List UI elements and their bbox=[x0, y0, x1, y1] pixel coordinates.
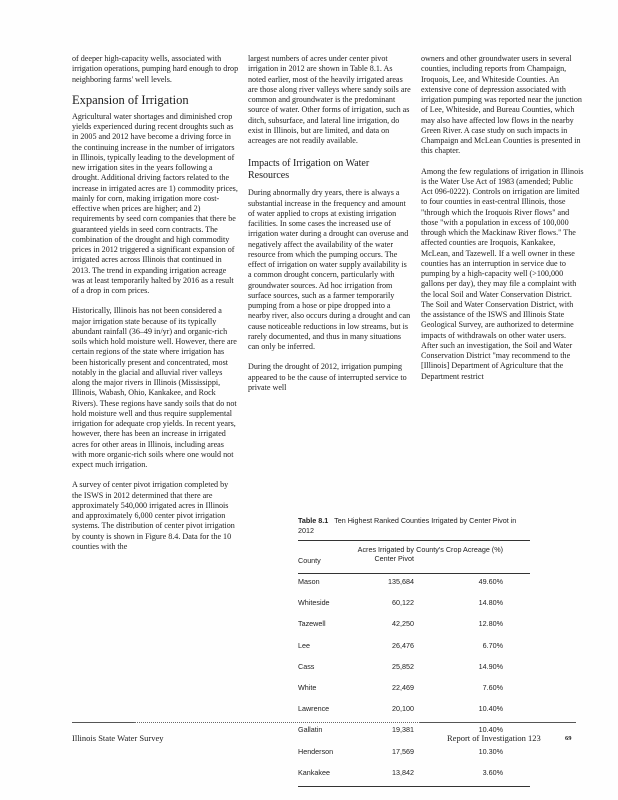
table-header-percent: County's Crop Acreage (%) bbox=[416, 545, 503, 554]
table-caption-text: Ten Highest Ranked Counties Irrigated by Center Pivot in 2012 bbox=[298, 516, 517, 535]
text-column-1 bbox=[72, 54, 240, 552]
table-row bbox=[298, 744, 530, 765]
paragraph: During the drought of 2012, irrigation pumping appeared to be the cause of interrupted service to private well bbox=[248, 362, 407, 392]
table-cell-acres: 17,569 bbox=[392, 746, 414, 756]
table-cell-acres: 20,100 bbox=[392, 704, 414, 714]
paragraph: Agricultural water shortages and diminished crop yields experienced during recent droughts such as in 2005 and 2012 have become a driving force in the continuing increase in the number of irrigators in Illinois, typically leading to the development of new irrigation sites in the years following a drought. Additional driving factors related to the increase in irrigated acres are 1) commodity prices, mainly for corn, making irrigation more cost-effective when prices are higher; and 2) requirements by seed corn companies that there be guaranteed yields in seed corn contracts. The combination of the drought and high commodity prices in 2012 triggered a significant expansion of irrigated acres across Illinois that continued in 2013. The trend in expanding irrigation acreage was at least temporarily halted by 2016 as a result of a drop in corn prices. bbox=[72, 111, 238, 295]
table-header-row bbox=[298, 541, 530, 573]
table-cell-percent: 14.80% bbox=[478, 598, 503, 608]
table-cell-county: Lawrence bbox=[298, 704, 330, 714]
table-cell-acres: 60,122 bbox=[392, 598, 414, 608]
table-cell-acres: 135,684 bbox=[388, 577, 414, 586]
table-label: Table 8.1 bbox=[298, 516, 329, 525]
table-row bbox=[298, 680, 530, 701]
page-number: 69 bbox=[565, 735, 572, 742]
table-cell-percent: 3.60% bbox=[482, 767, 503, 777]
table-row bbox=[298, 765, 530, 786]
paragraph: largest numbers of acres under center pivot irrigation in 2012 are shown in Table 8.1. As noted earlier, most of the heavily irrigated areas are those along river valleys where sandy soils are common and groundwater is the predominant source of water. Other forms of irrigation, such as ditch, subsurface, and lateral line irrigation, do exist in Illinois, but are limited, and data on acreages are not readily available. bbox=[248, 54, 411, 145]
table-cell-percent: 6.70% bbox=[482, 640, 503, 650]
table-cell-county: Gallatin bbox=[298, 725, 323, 735]
table-cell-acres: 19,381 bbox=[392, 725, 414, 735]
irrigation-table bbox=[298, 516, 530, 787]
table-cell-percent: 10.30% bbox=[478, 746, 503, 756]
footer-report: Report of Investigation 123 bbox=[447, 733, 541, 743]
table-cell-county: Henderson bbox=[298, 746, 334, 756]
footer-org: Illinois State Water Survey bbox=[72, 733, 164, 743]
table-row bbox=[298, 701, 530, 722]
table-body bbox=[298, 574, 530, 786]
table-cell-county: White bbox=[298, 682, 317, 692]
section-heading: Impacts of Irrigation on Water Resources bbox=[248, 158, 370, 181]
table-cell-acres: 42,250 bbox=[392, 619, 414, 629]
table-header-county: County bbox=[298, 556, 321, 565]
table-cell-county: Lee bbox=[298, 640, 310, 650]
table-cell-percent: 7.60% bbox=[482, 682, 503, 692]
table-cell-county: Whiteside bbox=[298, 598, 330, 608]
section-heading: Expansion of Irrigation bbox=[72, 92, 189, 107]
paragraph: A survey of center pivot irrigation completed by the ISWS in 2012 determined that there are approximately 540,000 irrigated acres in Illinois and approximately 6,000 center pivot irrigation systems. The distribution of center pivot irrigation by county is shown in Figure 8.4. Data for the 10 counties with the bbox=[72, 480, 235, 551]
paragraph: During abnormally dry years, there is always a substantial increase in the frequency and amount of water applied to crops at existing irrigation facilities. In some cases the increased use of irrigation water during a drought can overuse and negatively affect the availability of the water resource from which the pumping occurs. The effect of irrigation on water supply availability is a common drought concern, particularly with groundwater sources. Ad hoc irrigation from surface sources, such as a farmer temporarily pumping from a hose or pipe dropped into a nearby river, also occurs during a drought and can cause noticeable reductions in low streams, but is rarely documented, and thus in many situations can only be inferred. bbox=[248, 188, 411, 351]
table-cell-acres: 22,469 bbox=[392, 682, 414, 692]
text-column-3 bbox=[421, 54, 584, 382]
table-cell-percent: 10.40% bbox=[478, 704, 503, 714]
paragraph: of deeper high-capacity wells, associated with irrigation operations, pumping hard enough to drop neighboring farms' well levels. bbox=[72, 54, 239, 84]
table-row bbox=[298, 638, 530, 659]
table-cell-county: Mason bbox=[298, 577, 320, 586]
table-cell-acres: 13,842 bbox=[392, 767, 414, 777]
table-cell-percent: 12.80% bbox=[478, 619, 503, 629]
text-column-2 bbox=[248, 54, 412, 393]
table-row bbox=[298, 574, 530, 595]
table-cell-percent: 14.90% bbox=[478, 661, 503, 671]
table-cell-acres: 25,852 bbox=[392, 661, 414, 671]
table-header-acres: Acres Irrigated by Center Pivot bbox=[357, 545, 414, 563]
table-row bbox=[298, 595, 530, 616]
table-cell-county: Kankakee bbox=[298, 767, 330, 777]
table-cell-county: Cass bbox=[298, 661, 315, 671]
table-cell-percent: 49.60% bbox=[478, 577, 503, 586]
paragraph: owners and other groundwater users in several counties, including reports from Champaign, Iroquois, Lee, and Whiteside Counties. An extensive cone of depression associated with irrigation pumping was reported near the junction of Lee, Whiteside, and Bureau Counties, which may also have affected low flows in the nearby Green River. A case study on such impacts in Champaign and McLean Counties is presented in this chapter. bbox=[421, 54, 582, 156]
table-caption bbox=[298, 516, 530, 536]
paragraph: Historically, Illinois has not been considered a major irrigation state because of its typically abundant rainfall (36–49 in/yr) and organic-rich soils which hold moisture well. However, there are certain regions of the state where irrigation has been historically present and concentrated, most notably in the glacial and alluvial river valleys along the major rivers in Illinois (Mississippi, Illinois, Wabash, Ohio, Kankakee, and Rock Rivers). These regions have sandy soils that do not hold moisture well and thus require supplemental irrigation for adequate crop yields. In recent years, however, there has been an increase in irrigated acres for other areas in Illinois, including areas with more organic-rich soils where one would not expect much irrigation. bbox=[72, 306, 237, 469]
table-row bbox=[298, 659, 530, 680]
table-cell-acres: 26,476 bbox=[392, 640, 414, 650]
paragraph: Among the few regulations of irrigation in Illinois is the Water Use Act of 1983 (amended; Public Act 096-0222). Controls on irrigation are limited to four counties in east-central Illinois, those "through which the Iroquois River flows" and those "with a population in excess of 100,000 through which the Mackinaw River flows." The affected counties are Iroquois, Kankakee, McLean, and Tazewell. If a well owner in these counties has an interruption in service due to pumping by a high-capacity well (>100,000 gallons per day), they may file a complaint with the local Soil and Water Conservation District. The Soil and Water Conservation District, with the assistance of the ISWS and Illinois State Geological Survey, are authorized to determine impacts of withdrawals on other water users. After such an investigation, the Soil and Water Conservation District "may recommend to the [Illinois] Department of Agriculture that the Department restrict bbox=[421, 166, 584, 381]
table-row bbox=[298, 616, 530, 637]
table-cell-county: Tazewell bbox=[298, 619, 326, 629]
table-cell-percent: 10.40% bbox=[478, 725, 503, 735]
